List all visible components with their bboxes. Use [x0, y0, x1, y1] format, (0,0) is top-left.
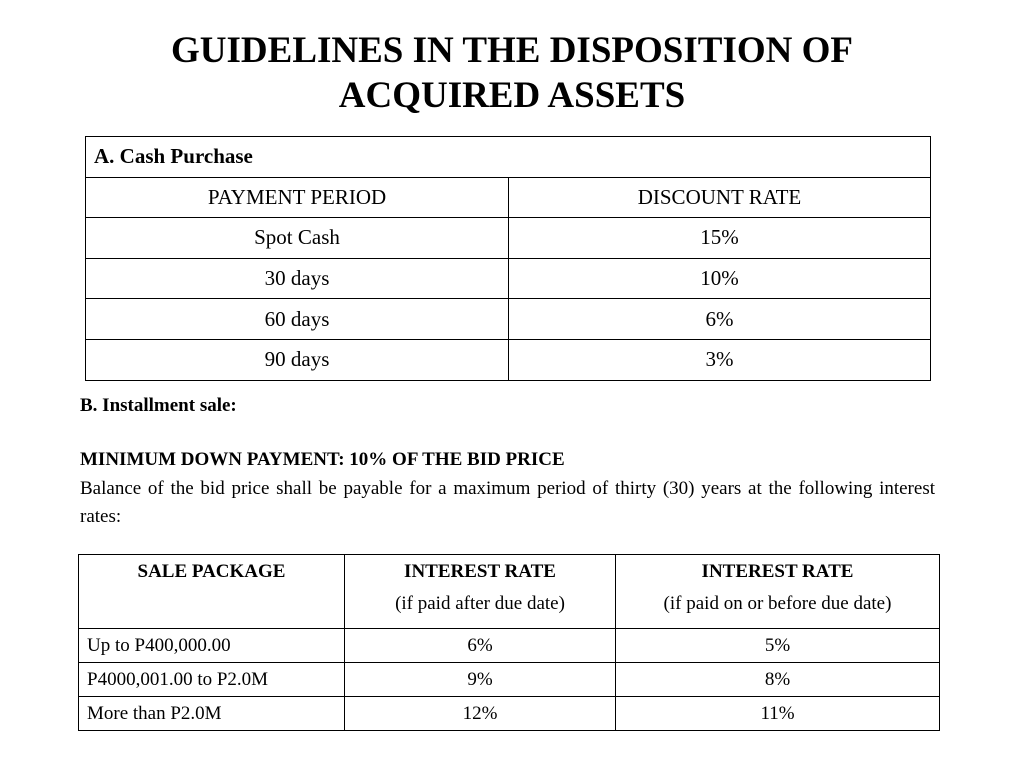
column-header-discount-rate: DISCOUNT RATE	[509, 177, 931, 218]
discount-rate-cell: 10%	[509, 258, 931, 299]
table-row	[86, 339, 931, 380]
column-header-interest-after	[345, 555, 616, 629]
page-title-line-2: ACQUIRED ASSETS	[338, 75, 686, 116]
table-row	[86, 218, 931, 259]
column-header-subtitle: (if paid on or before due date)	[663, 593, 892, 614]
discount-rate-cell: 15%	[509, 218, 931, 259]
table-row	[79, 663, 940, 697]
installment-sale-heading: B. Installment sale:	[80, 395, 237, 416]
sale-package-cell: Up to P400,000.00	[79, 629, 345, 663]
table-row	[79, 697, 940, 731]
payment-period-cell: 30 days	[86, 258, 509, 299]
column-header-title: INTEREST RATE	[404, 561, 556, 582]
column-header-interest-before	[616, 555, 940, 629]
discount-rate-cell: 3%	[509, 339, 931, 380]
interest-after-cell: 6%	[345, 629, 616, 663]
sale-package-cell: P4000,001.00 to P2.0M	[79, 663, 345, 697]
page-title	[0, 28, 1024, 118]
installment-description: Balance of the bid price shall be payable for a maximum period of thirty (30) years at the following interest rates:	[80, 478, 935, 527]
payment-period-cell: Spot Cash	[86, 218, 509, 259]
column-header-subtitle: (if paid after due date)	[395, 593, 565, 614]
page-title-line-1: GUIDELINES IN THE DISPOSITION OF	[171, 30, 853, 71]
cash-purchase-heading: A. Cash Purchase	[86, 137, 931, 178]
table-header-row	[86, 177, 931, 218]
column-header-sale-package	[79, 555, 345, 629]
table-row	[86, 258, 931, 299]
table-row	[86, 299, 931, 340]
interest-before-cell: 11%	[616, 697, 940, 731]
minimum-down-payment: MINIMUM DOWN PAYMENT: 10% OF THE BID PRICE	[80, 449, 565, 470]
column-header-title: INTEREST RATE	[701, 561, 854, 582]
installment-interest-table	[78, 554, 940, 731]
sale-package-cell: More than P2.0M	[79, 697, 345, 731]
payment-period-cell: 90 days	[86, 339, 509, 380]
cash-purchase-table	[85, 136, 931, 381]
column-header-payment-period: PAYMENT PERIOD	[86, 177, 509, 218]
interest-after-cell: 12%	[345, 697, 616, 731]
table-row	[86, 137, 931, 178]
interest-before-cell: 5%	[616, 629, 940, 663]
payment-period-cell: 60 days	[86, 299, 509, 340]
interest-after-cell: 9%	[345, 663, 616, 697]
interest-before-cell: 8%	[616, 663, 940, 697]
table-header-row	[79, 555, 940, 629]
discount-rate-cell: 6%	[509, 299, 931, 340]
column-header-title: SALE PACKAGE	[137, 561, 286, 582]
table-row	[79, 629, 940, 663]
